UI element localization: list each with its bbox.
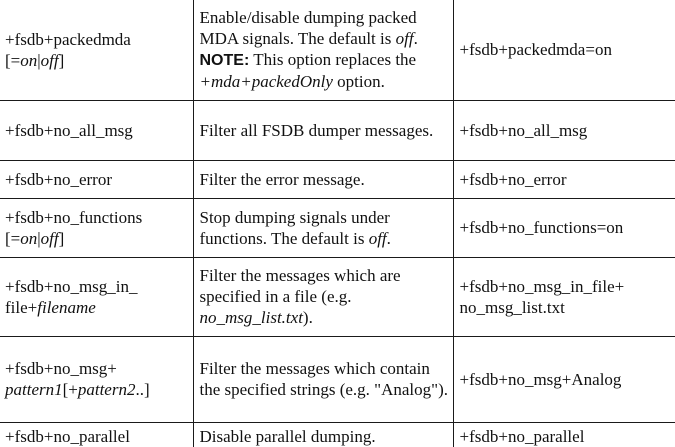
option-cell: +fsdb+no_functions [=on|off] (0, 198, 193, 257)
description-cell: Stop dumping signals under functions. The default is off. (193, 198, 453, 257)
description-cell: Filter the messages which are specified in a file (e.g. no_msg_list.txt). (193, 257, 453, 336)
option-cell: +fsdb+no_parallel (0, 422, 193, 447)
example-cell: +fsdb+no_functions=on (453, 198, 675, 257)
example-cell: +fsdb+no_parallel (453, 422, 675, 447)
description-cell: Enable/disable dumping packed MDA signals. The default is off. NOTE: This option replaces the +mda+packedOnly option. (193, 0, 453, 100)
example-cell: +fsdb+packedmda=on (453, 0, 675, 100)
table-row (0, 100, 675, 160)
option-cell: +fsdb+no_msg+ pattern1[+pattern2..] (0, 336, 193, 422)
description-cell: Filter the error message. (193, 160, 453, 198)
table-row (0, 422, 675, 447)
example-cell: +fsdb+no_msg+Analog (453, 336, 675, 422)
table-row (0, 160, 675, 198)
description-cell: Filter all FSDB dumper messages. (193, 100, 453, 160)
note-label: NOTE: (199, 52, 250, 70)
description-cell: Disable parallel dumping. (193, 422, 453, 447)
description-cell: Filter the messages which contain the specified strings (e.g. "Analog"). (193, 336, 453, 422)
option-cell: +fsdb+no_msg_in_ file+filename (0, 257, 193, 336)
table-row (0, 336, 675, 422)
example-cell: +fsdb+no_error (453, 160, 675, 198)
example-cell: +fsdb+no_all_msg (453, 100, 675, 160)
option-cell: +fsdb+no_error (0, 160, 193, 198)
option-cell: +fsdb+no_all_msg (0, 100, 193, 160)
table-row (0, 0, 675, 100)
example-cell: +fsdb+no_msg_in_file+ no_msg_list.txt (453, 257, 675, 336)
table-row (0, 198, 675, 257)
table-row (0, 257, 675, 336)
option-cell: +fsdb+packedmda [=on|off] (0, 0, 193, 100)
